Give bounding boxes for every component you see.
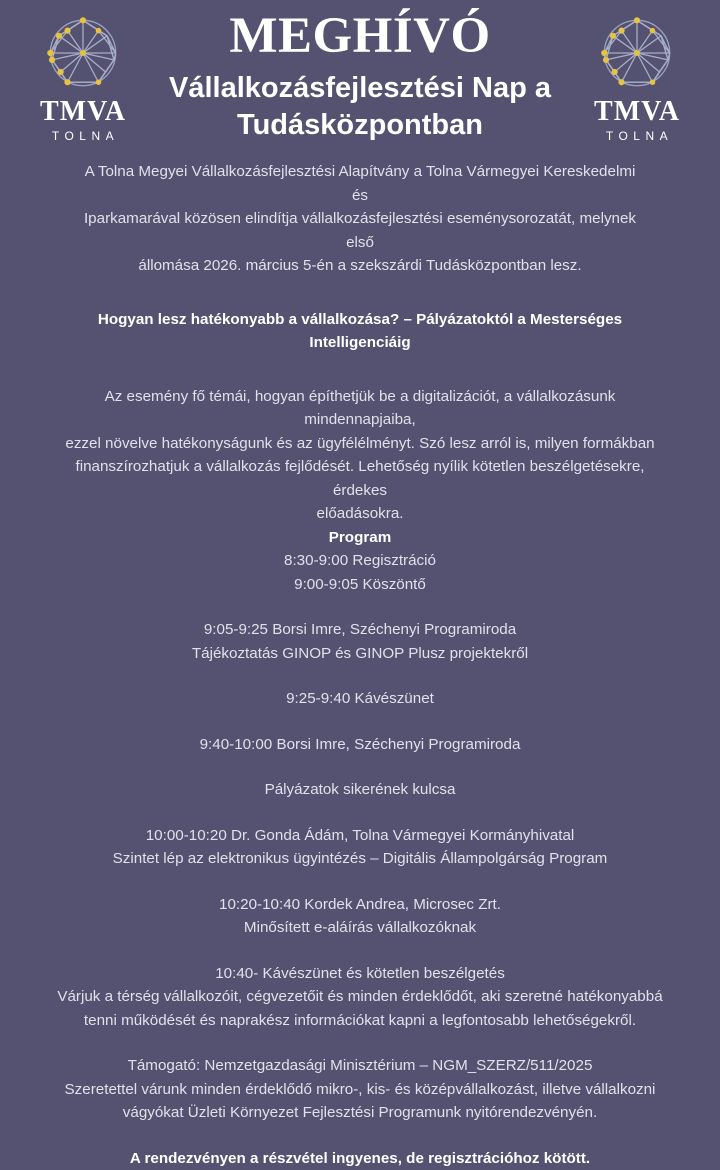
description-line-2: mindennapjaiba,	[26, 408, 694, 432]
logo-left	[24, 10, 142, 143]
topic-heading-line-1: Hogyan lesz hatékonyabb a vállalkozása? – Pályázatoktól a Mesterséges	[96, 308, 624, 332]
logo-wordmark: TMVA	[40, 97, 126, 126]
program-item-title: 8:30-9:00 Regisztráció	[26, 549, 694, 573]
poster-header	[0, 0, 720, 160]
audience-paragraph	[26, 985, 694, 1032]
description-paragraph	[26, 385, 694, 526]
audience-line-2: tenni működését és naprakész információkat kapni a legfontosabb lehetőségekről.	[26, 1009, 694, 1033]
program-item-detail: Tájékoztatás GINOP és GINOP Plusz projektekről	[26, 642, 694, 666]
supporter-line: Támogató: Nemzetgazdasági Minisztérium – NGM_SZERZ/511/2025	[26, 1054, 694, 1078]
description-line-4: finanszírozhatjuk a vállalkozás fejlődését. Lehetőség nyílik kötetlen beszélgetésekre,	[26, 455, 694, 479]
intro-line-3: állomása 2026. március 5-én a szekszárdi Tudásközpontban lesz.	[76, 254, 644, 278]
program-item-title: 9:25-9:40 Kávészünet	[26, 687, 694, 711]
page-title: MEGHÍVÓ	[140, 10, 580, 64]
closing-line: A rendezvényen a részvétel ingyenes, de regisztrációhoz kötött.	[26, 1147, 694, 1170]
geodesic-sphere-icon	[40, 10, 126, 96]
program-item-title: 9:40-10:00 Borsi Imre, Széchenyi Programiroda	[26, 733, 694, 757]
logo-subtext: TOLNA	[52, 129, 119, 143]
program-item-title: 10:00-10:20 Dr. Gonda Ádám, Tolna Vármegyei Kormányhivatal	[26, 824, 694, 848]
description-line-1: Az esemény fő témái, hogyan építhetjük be a digitalizációt, a vállalkozásunk	[26, 385, 694, 409]
spacer	[26, 596, 694, 618]
invite-line-1: Szeretettel várunk minden érdeklődő mikro-, kis- és középvállalkozást, illetve vállalkozni	[26, 1078, 694, 1102]
spacer	[26, 940, 694, 962]
intro-line-1: A Tolna Megyei Vállalkozásfejlesztési Alapítvány a Tolna Vármegyei Kereskedelmi és	[76, 160, 644, 207]
page-subtitle-line2: Tudásközpontban	[140, 107, 580, 144]
title-block	[140, 10, 580, 144]
program-item-title: 9:00-9:05 Köszöntő	[26, 573, 694, 597]
spacer	[26, 711, 694, 733]
program-section	[26, 526, 694, 986]
spacer	[26, 871, 694, 893]
program-item-title: 10:40- Kávészünet és kötetlen beszélgetés	[26, 962, 694, 986]
spacer	[26, 278, 694, 308]
topic-heading	[26, 308, 694, 355]
program-item-detail: Szintet lép az elektronikus ügyintézés – Digitális Állampolgárság Program	[26, 847, 694, 871]
program-item-detail: Minősített e-aláírás vállalkozóknak	[26, 916, 694, 940]
spacer	[26, 802, 694, 824]
program-heading: Program	[26, 526, 694, 550]
program-item-title: 10:20-10:40 Kordek Andrea, Microsec Zrt.	[26, 893, 694, 917]
invite-line-2: vágyókat Üzleti Környezet Fejlesztési Programunk nyitórendezvényén.	[26, 1101, 694, 1125]
spacer	[26, 756, 694, 778]
geodesic-sphere-icon	[594, 10, 680, 96]
spacer	[26, 1125, 694, 1147]
logo-wordmark: TMVA	[594, 97, 680, 126]
intro-line-2: Iparkamarával közösen elindítja vállalkozásfejlesztési eseménysorozatát, melynek első	[76, 207, 644, 254]
footer-section	[26, 1054, 694, 1170]
spacer	[26, 1032, 694, 1054]
description-line-5: érdekes	[26, 479, 694, 503]
audience-line-1: Várjuk a térség vállalkozóit, cégvezetőit és minden érdeklődőt, aki szeretné hatékonyabbá	[26, 985, 694, 1009]
description-line-3: ezzel növelve hatékonyságunk és az ügyfélélményt. Szó lesz arról is, milyen formákban	[26, 432, 694, 456]
logo-right	[578, 10, 696, 143]
program-item-title: Pályázatok sikerének kulcsa	[26, 778, 694, 802]
poster-body	[0, 160, 720, 1170]
intro-paragraph	[26, 160, 694, 278]
description-line-6: előadásokra.	[26, 502, 694, 526]
spacer	[26, 665, 694, 687]
spacer	[26, 355, 694, 385]
program-item-title: 9:05-9:25 Borsi Imre, Széchenyi Programiroda	[26, 618, 694, 642]
topic-heading-line-2: Intelligenciáig	[96, 331, 624, 355]
logo-subtext: TOLNA	[606, 129, 673, 143]
page-subtitle-line1: Vállalkozásfejlesztési Nap a	[140, 70, 580, 107]
